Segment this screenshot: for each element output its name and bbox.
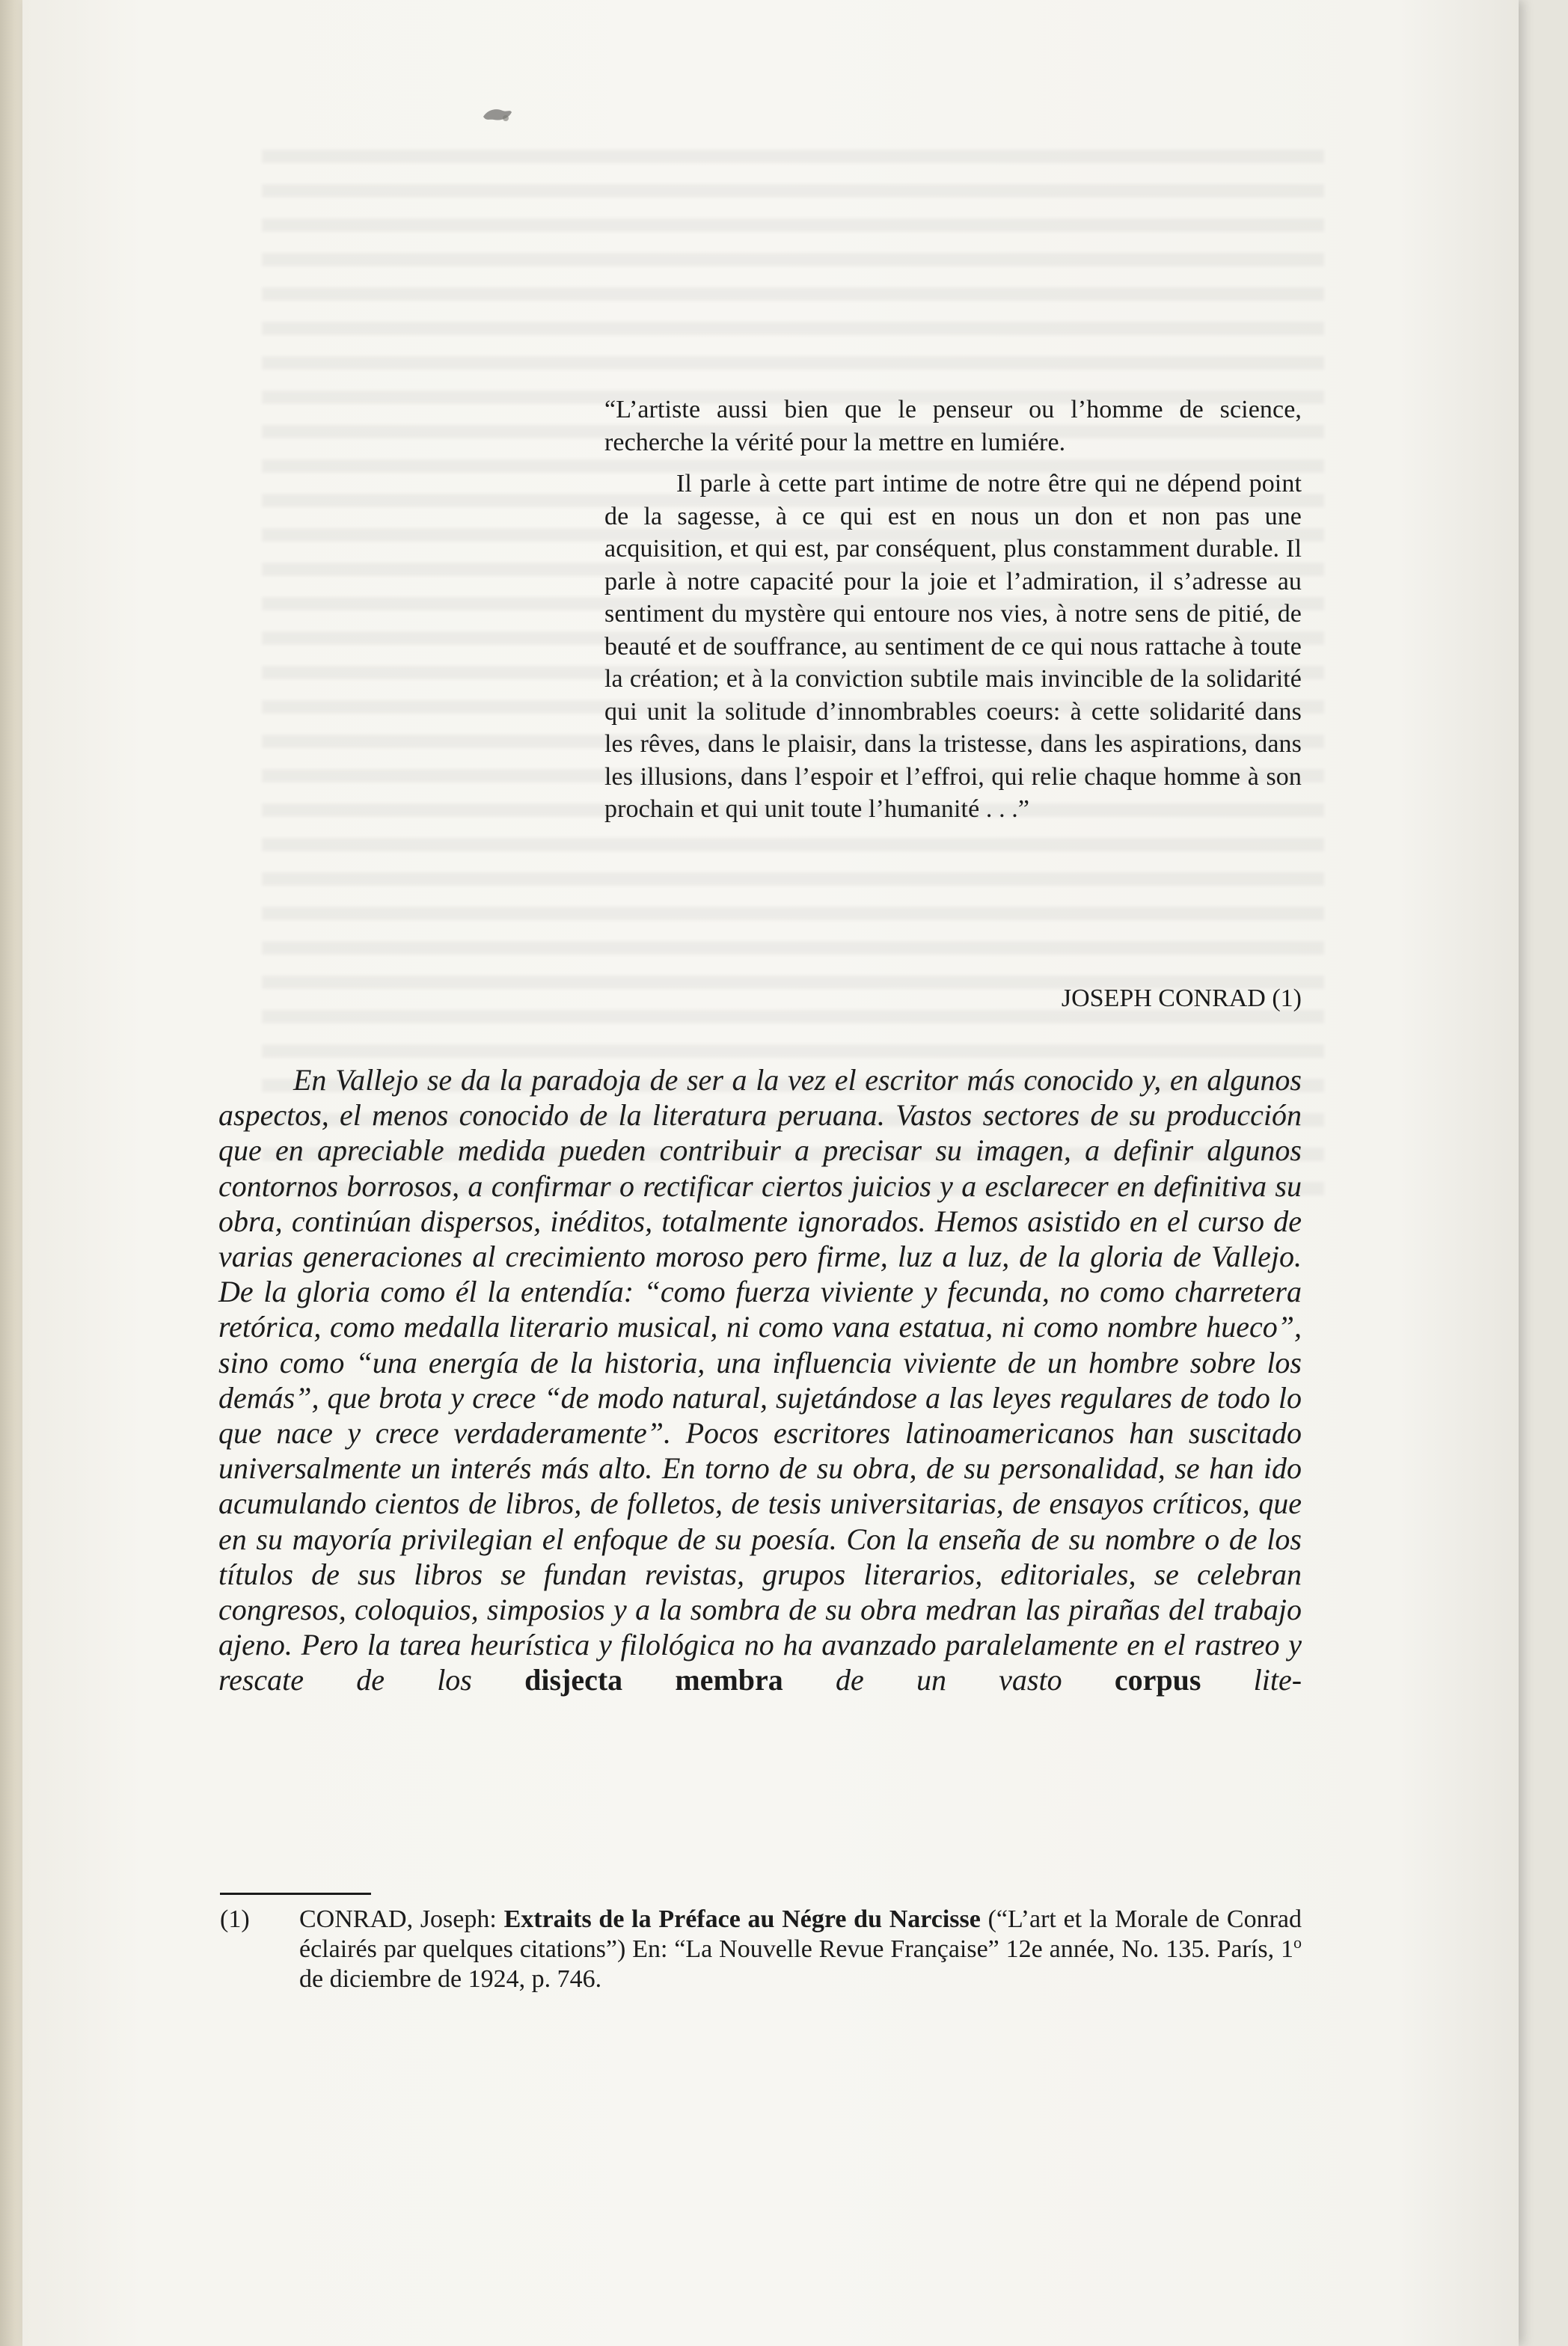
footnote-marker: (1) <box>220 1905 250 1933</box>
ink-smudge-mark <box>480 103 513 126</box>
latin-term-disjecta-membra: disjecta membra <box>524 1663 783 1697</box>
epigraph-paragraph-2: Il parle à cette part intime de notre être qui ne dépend point de la sagesse, à ce qui est en nous un don et non pas une acquisition, et qui est, par conséquent, plus constamment durable. Il parle à notre capacité pour la joie et l’admiration, il s’adresse au sentiment du mystère qui entoure nos vies, à notre sens de pitié, de beauté et de souffrance, au sentiment de ce qui nous rattache à toute la création; et à la conviction subtile mais invincible de la solidarité qui unit la solitude d’innombrables coeurs: à cette solidarité dans les rêves, dans le plaisir, dans la tristesse, dans les aspirations, dans les illusions, dans l’espoir et l’effroi, qui relie chaque homme à son prochain et qui unit toute l’humanité . . .” <box>604 470 1302 823</box>
footnote-author: CONRAD, Joseph: <box>299 1905 497 1933</box>
epigraph-quote <box>604 393 1302 826</box>
epigraph-attribution: JOSEPH CONRAD (1) <box>1061 984 1302 1012</box>
footnote-body <box>299 1905 1302 1994</box>
footnote-citation: (“L’art et la Morale de Conrad éclairés par quelques citations”) En: “La Nouvelle Revue Française” 12e année, No. 135. París, 1 <box>299 1905 1302 1963</box>
footnote-date: de diciembre de 1924, p. 746. <box>299 1965 602 1993</box>
footnote <box>220 1905 1302 1994</box>
epigraph-paragraph-1: “L’artiste aussi bien que le penseur ou l’homme de science, recherche la vérité pour la mettre en lumiére. <box>604 396 1302 456</box>
footnote-separator <box>220 1893 371 1895</box>
main-paragraph <box>218 1062 1302 1698</box>
latin-term-corpus: corpus <box>1114 1663 1201 1697</box>
main-paragraph-text-3: lite- <box>1253 1663 1302 1697</box>
footnote-ordinal: o <box>1293 1933 1302 1952</box>
main-paragraph-text-2: de un vasto <box>836 1663 1062 1697</box>
footnote-title: Extraits de la Préface au Négre du Narcisse <box>503 1905 981 1933</box>
main-paragraph-text: En Vallejo se da la paradoja de ser a la vez el escritor más conocido y, en algunos aspectos, el menos conocido de la literatura peruana. Vastos sectores de su producción que en apreciable medida pueden contribuir a precisar su imagen, a definir algunos contornos borrosos, a confirmar o rectificar ciertos juicios y a esclarecer en definitiva su obra, continúan dispersos, inéditos, totalmente ignorados. Hemos asistido en el curso de varias generaciones al crecimiento moroso pero firme, luz a luz, de la gloria de Vallejo. De la gloria como él la entendía: “como fuerza viviente y fecunda, no como charretera retórica, como medalla literario musical, ni como vana estatua, ni como nombre hueco”, sino como “una energía de la historia, una influencia viviente de un hombre sobre los demás”, que brota y crece “de modo natural, sujetándose a las leyes regulares de todo lo que nace y crece verdaderamente”. Pocos escritores latinoamericanos han suscitado universalmente un interés más alto. En torno de su obra, de su personalidad, se han ido acumulando cientos de libros, de folletos, de tesis universitarias, de ensayos críticos, que en su mayoría privilegian el enfoque de su poesía. Con la enseña de su nombre o de los títulos de sus libros se fundan revistas, grupos literarios, editoriales, se celebran congresos, coloquios, simposios y a la sombra de su obra medran las pirañas del trabajo ajeno. Pero la tarea heurística y filológica no ha avanzado paralelamente en el rastreo y rescate de los <box>218 1063 1302 1697</box>
